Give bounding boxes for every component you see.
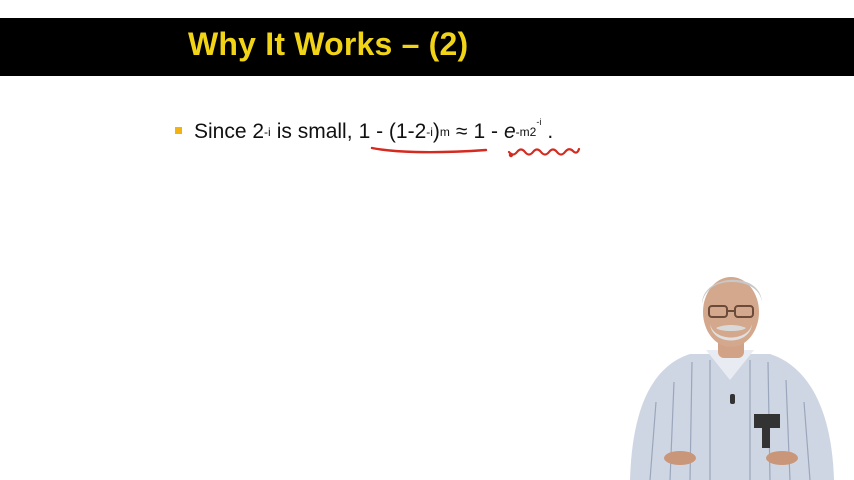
text-since-exponent: -i <box>264 125 271 139</box>
expression-left-power: m <box>439 125 450 139</box>
text-is-small: is small, <box>276 120 353 143</box>
expression-right-exponent-power: -i <box>536 117 542 127</box>
text-period: . <box>547 120 554 143</box>
bullet-square-icon <box>175 127 182 134</box>
expression-right-exponent: -m2-i <box>515 117 542 139</box>
expression-right: 1 - <box>473 120 498 143</box>
slide-title: Why It Works – (2) <box>188 26 469 62</box>
text-since: Since 2 <box>194 120 265 143</box>
expression-left-close-paren: ) <box>432 120 440 143</box>
presenter-video-figure <box>610 262 854 480</box>
squiggle-right-expression <box>509 149 579 155</box>
expression-right-e: e <box>503 120 516 143</box>
expression-left-exponent: -i <box>426 125 433 139</box>
underline-left-expression <box>372 148 486 152</box>
annotation-dot <box>509 153 513 157</box>
expression-left: 1 - (1-2 <box>358 120 427 143</box>
bullet-item <box>175 117 554 144</box>
approx-symbol: ≈ <box>455 120 468 143</box>
